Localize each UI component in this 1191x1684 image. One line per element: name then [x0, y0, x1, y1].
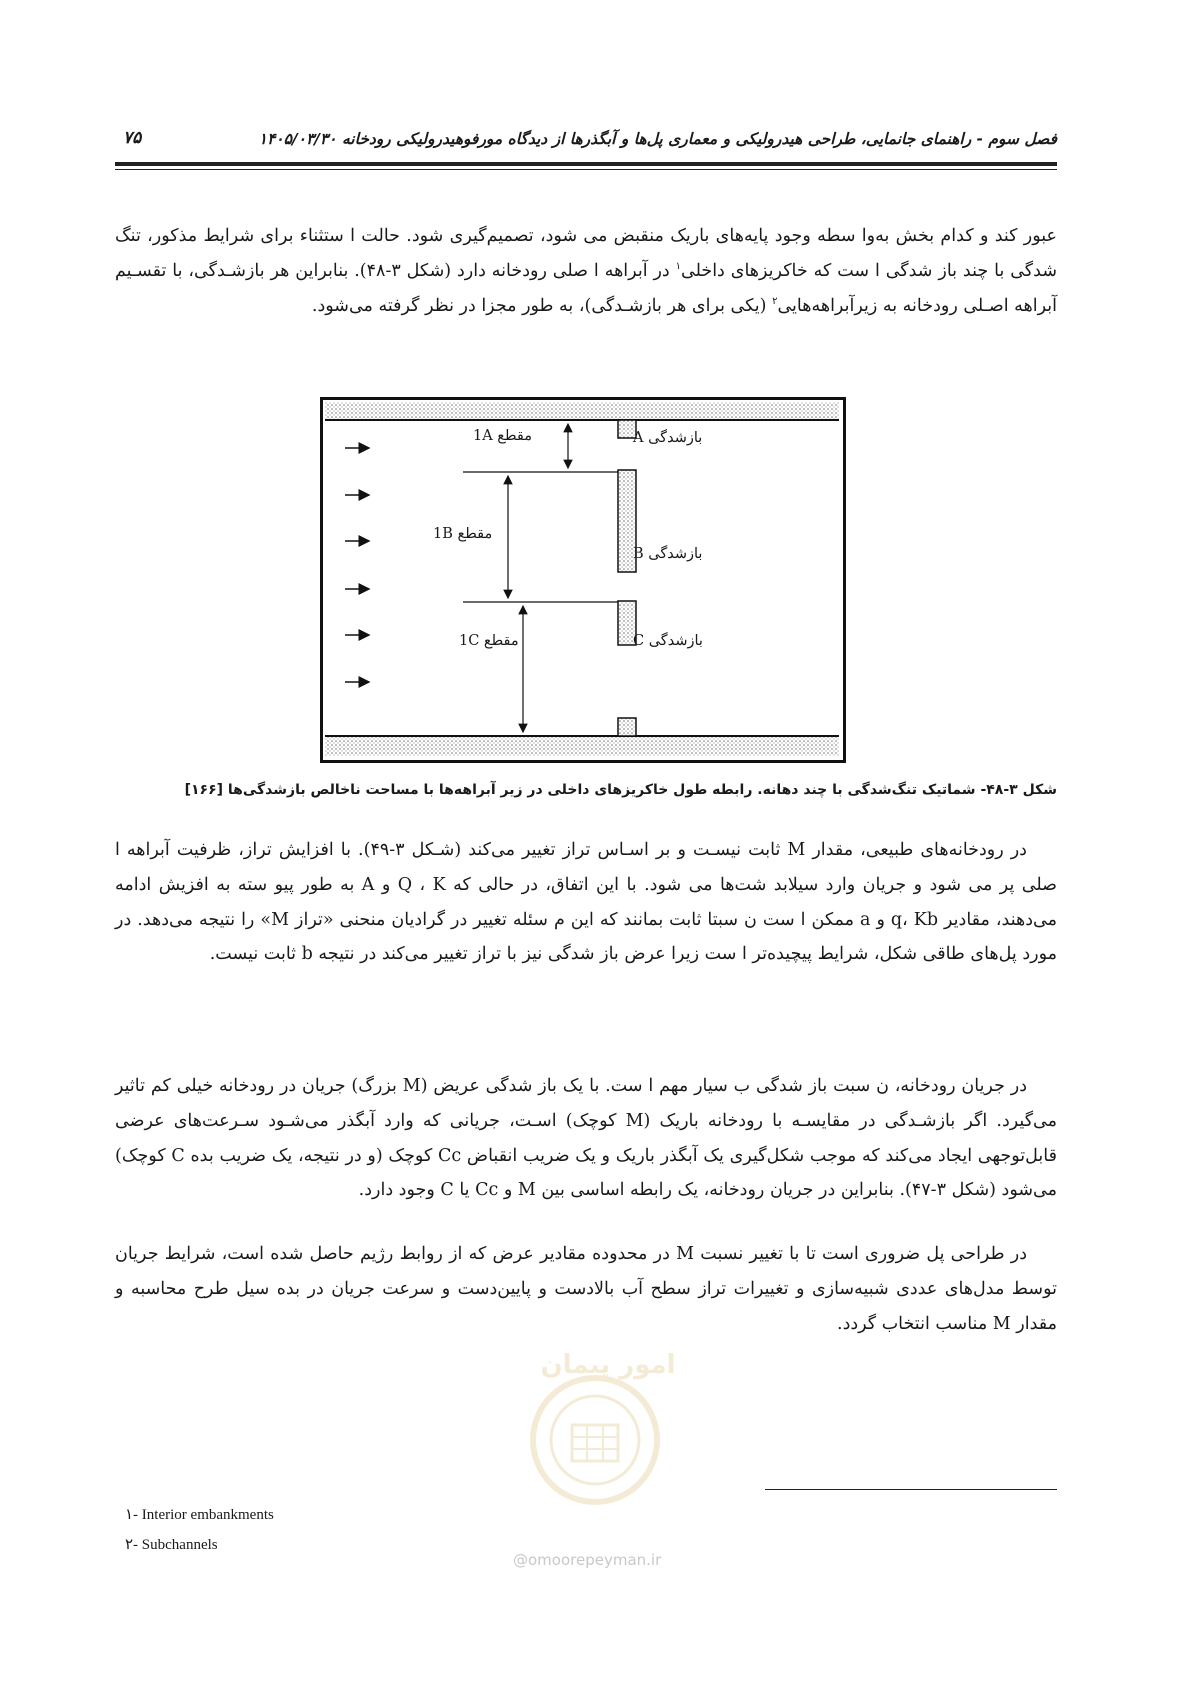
label-section-1c: مقطع 1C — [459, 633, 519, 649]
watermark-url: @omoorepeyman.ir — [513, 1551, 662, 1569]
page-header — [115, 128, 1057, 154]
paragraph-1-text-b: در آبراهه ا صلی رودخانه دارد (شکل ۳-۴۸). بنابراین هر بازشـدگی، با تقسـیم آبراهه اصـلی رودخانه به زیرآبراهه‌هایی — [115, 260, 1057, 316]
label-opening-b: بازشدگی B — [633, 546, 703, 562]
footnote-ref-1: ۱ — [675, 260, 681, 272]
watermark-logo — [490, 1345, 700, 1515]
footnote-2: ۲- Subchannels — [125, 1537, 218, 1553]
label-section-1b: مقطع 1B — [433, 526, 493, 542]
bottom-bank — [325, 736, 839, 756]
embankment-bottom — [618, 718, 636, 736]
figure-drawing — [323, 400, 843, 760]
header-rule-thick — [115, 162, 1057, 166]
label-opening-a: بازشدگی A — [633, 430, 703, 446]
header-title: فصل سوم - راهنمای جانمایی، طراحی هیدرولیکی و معماری پل‌ها و آبگذرها از دیدگاه مورفوهیدرولیکی رودخانه ۱۴۰۵/۰۳/۳۰ — [258, 130, 1057, 148]
top-bank — [325, 402, 839, 420]
paragraph-4: در طراحی پل ضروری است تا با تغییر نسبت M در محدوده مقادیر عرض که از روابط رژیم حاصل شده است، شرایط جریان توسط مدل‌های عددی شبیه‌سازی و تغییرات تراز سطح آب بالادست و پایین‌دست و سرعت جریان در بده سیل طرح محاسبه و مقدار M مناسب انتخاب گردد. — [115, 1244, 1057, 1334]
figure-caption: شکل ۳-۴۸- شماتیک تنگ‌شدگی با چند دهانه. رابطه طول خاکریزهای داخلی در زیر آبراهه‌ها با مساحت ناخالص بازشدگی‌ها [۱۶۶] — [184, 782, 1057, 798]
paragraph-1 — [115, 219, 1057, 323]
label-opening-c: بازشدگی C — [633, 633, 703, 649]
page-number: ۷۵ — [123, 128, 142, 148]
paragraph-2: در رودخانه‌های طبیعی، مقدار M ثابت نیسـت و بر اسـاس تراز تغییر می‌کند (شـکل ۳-۴۹). با افزایش تراز، ظرفیت آبراهه ا صلی پر می شود و جریان وارد سیلابد شت‌ها می شود. با این اتفاق، در حالی که Q ، K و A به طور پیو سته به افزیش ادامه می‌دهند، مقادیر q، Kb و a ممکن ا ست ن سبتا ثابت بمانند که این م سئله تغییر در گرادیان منحنی «تراز M» را نتیجه می‌دهد. در مورد پل‌های طاقی شکل، شرایط پیچیده‌تر ا ست زیرا عرض باز شدگی نیز با تراز تغییر می‌کند در نتیجه b ثابت نیست. — [115, 840, 1057, 965]
footnote-rule — [765, 1489, 1057, 1490]
label-section-1a: مقطع 1A — [473, 428, 533, 444]
paragraph-3: در جریان رودخانه، ن سبت باز شدگی ب سیار مهم ا ست. با یک باز شدگی عریض (M بزرگ) جریان در رودخانه خیلی کم تاثیر می‌گیرد. اگر بازشـدگی در مقایسـه با رودخانه باریک (M کوچک) اسـت، جریانی که وارد آبگذر می‌شـود سـرعت‌های عرضی قابل‌توجهی ایجاد می‌کند که موجب شکل‌گیری یک آبگذر باریک و یک ضریب انقباض Cc کوچک (و در نتیجه، یک ضریب بده C کوچک) می‌شود (شکل ۳-۴۷). بنابراین در جریان رودخانه، یک رابطه اساسی بین M و Cc یا C وجود دارد. — [115, 1076, 1057, 1201]
footnote-1: ۱- Interior embankments — [125, 1507, 274, 1523]
paragraph-1-text-a: عبور کند و کدام بخش به‌وا سطه وجود پایه‌های باریک منقبض می شود، تصمیم‌گیری شود. حالت ا ستثناء برای شرایط مذکور، تنگ شدگی با چند باز شدگی ا ست که خاکریزهای داخلی — [115, 226, 1057, 281]
figure-multi-opening-contraction — [320, 397, 846, 763]
header-rule-thin — [115, 169, 1057, 170]
footnote-ref-2: ۲ — [772, 295, 778, 307]
watermark-brand: امور پیمان — [540, 1350, 676, 1380]
paragraph-1-text-c: (یکی برای هر بازشـدگی)، به طور مجزا در نظر گرفته می‌شود. — [311, 295, 773, 316]
